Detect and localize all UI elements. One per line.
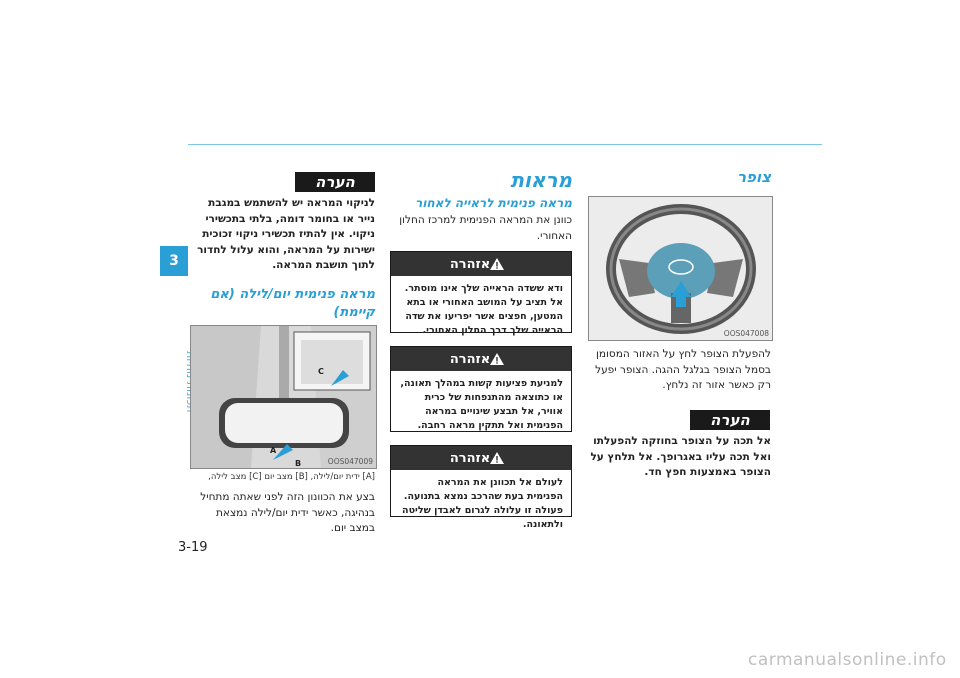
top-divider [188, 144, 822, 145]
rear-view-intro: כוונן את המראה הפנימית למרכז החלון האחורי. [399, 214, 572, 242]
warning-title-1: אזהרה [449, 256, 491, 272]
warning-box-2 [390, 346, 572, 432]
warning-box-3 [390, 445, 572, 530]
figure-code-right: OOS047008 [723, 329, 769, 338]
warning-title-2: אזהרה [449, 351, 491, 367]
day-night-body: בצע את הכוונון הזה לפני שאתה מתחיל בנהיגה, כאשר ידית יום/לילה נמצאת במצב יום. [200, 491, 375, 534]
callout-b: B [295, 459, 302, 468]
watermark: carmanualsonline.info [748, 650, 947, 670]
rear-view-subheading: מראה פנימית לראייה לאחור [415, 196, 572, 210]
figure-code-left: OOS047009 [327, 457, 373, 466]
horn-heading: צופר [737, 168, 771, 186]
warning-body-1: ודא ששדה הראייה שלך אינו מוסתר. אל תציב על המושב האחורי או בתא המטען, חפצים אשר יפריעו את שדה הראייה שלך דרך החלון האחורי. [404, 283, 563, 336]
warning-icon [490, 353, 504, 365]
note-badge-right: הערה [690, 410, 770, 430]
warning-header-2 [391, 347, 571, 371]
warning-icon [490, 452, 504, 464]
figure-caption-left: [A] ידית יום/לילה, [B] מצב יום [C] מצב לילה, [208, 472, 375, 482]
steering-wheel-illustration [589, 197, 772, 340]
warning-title-3: אזהרה [449, 450, 491, 466]
callout-c: C [318, 367, 324, 376]
note-text-left: לניקוי המראה יש להשתמש במגבת נייר או בחומר דומה, בלתי בתכשירי ניקוי. אין להתיז תכשירי ניקוי זכוכית ישירות על המראה, והוא עלול לחדור לתוך תושבת המראה. [197, 197, 375, 271]
mirrors-heading: מראות [510, 168, 572, 192]
note-text-right: אל תכה על הצופר בחוזקה להפעלתו ואל תכה עליו באגרופך. אל תלחץ על הצופר באמצעות חפץ חד. [590, 435, 771, 478]
day-night-mirror-figure [190, 325, 377, 469]
warning-header-1 [391, 252, 571, 276]
warning-body-2: למניעת פציעות קשות במהלך תאונה, או כתוצאה מהתנפחות של כרית אוויר, אל תבצע שינויים במראה הפנימית ואל תתקין מראה רחבה. [400, 378, 563, 431]
page-number: 3-19 [178, 540, 208, 555]
horn-figure [588, 196, 773, 341]
warning-box-1 [390, 251, 572, 336]
horn-body: להפעלת הצופר לחץ על האזור המסומן בסמל הצופר בגלגל ההגה. הצופר יפעל רק כאשר אזור זה נלחץ. [595, 348, 771, 391]
warning-body-3: לעולם אל תכוונן את המראה הפנימית בעת שהרכב נמצא בתנועה. פעולה זו עלולה לגרום לאבדן שליטה ולתאונה. [402, 477, 563, 530]
note-badge-left: הערה [295, 172, 375, 192]
callout-a: A [270, 446, 277, 455]
day-night-mirror-heading: מראה פנימית יום/לילה (אם קיימת) [210, 287, 375, 320]
mirror-illustration [191, 326, 376, 468]
warning-icon [490, 258, 504, 270]
section-tab: 3 [160, 246, 188, 276]
warning-header-3 [391, 446, 571, 470]
